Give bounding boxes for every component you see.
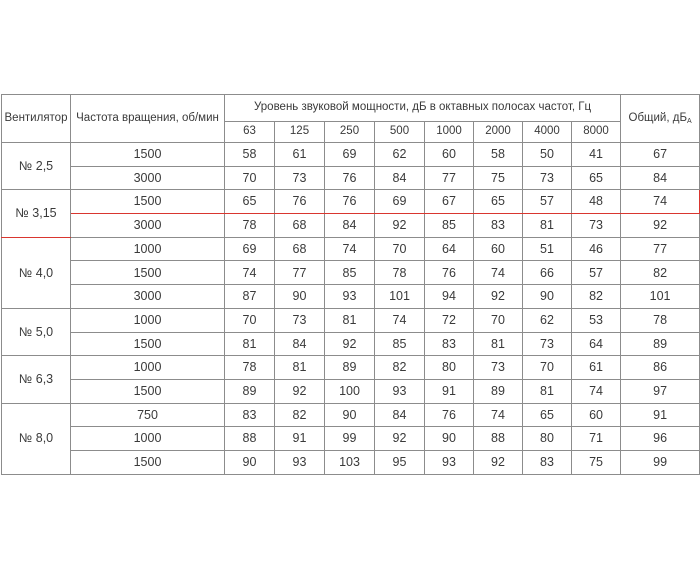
speed-cell: 1000 [71,308,225,332]
band-value-cell: 90 [523,285,572,309]
band-value-cell: 73 [275,166,325,190]
band-value-cell: 83 [225,403,275,427]
band-value-cell: 89 [325,356,375,380]
band-value-cell: 90 [225,450,275,474]
band-value-cell: 92 [375,214,425,238]
band-value-cell: 46 [572,237,621,261]
table-container [1,94,700,475]
speed-cell: 1000 [71,237,225,261]
fan-cell: № 5,0 [2,308,71,355]
band-value-cell: 100 [325,379,375,403]
band-value-cell: 58 [225,143,275,167]
band-value-cell: 83 [474,214,523,238]
band-value-cell: 92 [375,427,425,451]
table-row [2,143,700,167]
total-cell: 101 [621,285,700,309]
band-value-cell: 93 [375,379,425,403]
band-value-cell: 75 [474,166,523,190]
header-band-1: 125 [275,122,325,143]
band-value-cell: 93 [325,285,375,309]
band-value-cell: 95 [375,450,425,474]
band-value-cell: 68 [275,237,325,261]
total-cell: 78 [621,308,700,332]
table-row [2,166,700,190]
band-value-cell: 91 [275,427,325,451]
band-value-cell: 81 [275,356,325,380]
band-value-cell: 64 [425,237,474,261]
band-value-cell: 68 [275,214,325,238]
table-row [2,356,700,380]
band-value-cell: 48 [572,190,621,214]
band-value-cell: 81 [225,332,275,356]
band-value-cell: 77 [275,261,325,285]
header-total-subscript: А [687,117,692,125]
band-value-cell: 82 [572,285,621,309]
band-value-cell: 88 [474,427,523,451]
band-value-cell: 74 [225,261,275,285]
sound-power-table [1,94,700,475]
total-cell: 67 [621,143,700,167]
band-value-cell: 85 [375,332,425,356]
total-cell: 91 [621,403,700,427]
band-value-cell: 81 [474,332,523,356]
band-value-cell: 69 [225,237,275,261]
band-value-cell: 58 [474,143,523,167]
band-value-cell: 76 [425,261,474,285]
total-cell: 82 [621,261,700,285]
band-value-cell: 62 [375,143,425,167]
band-value-cell: 70 [375,237,425,261]
band-value-cell: 74 [375,308,425,332]
band-value-cell: 81 [523,379,572,403]
band-value-cell: 75 [572,450,621,474]
band-value-cell: 81 [523,214,572,238]
speed-cell: 1500 [71,143,225,167]
total-cell: 77 [621,237,700,261]
fan-cell: № 8,0 [2,403,71,474]
table-row [2,237,700,261]
band-value-cell: 60 [474,237,523,261]
band-value-cell: 84 [275,332,325,356]
band-value-cell: 50 [523,143,572,167]
header-band-6: 4000 [523,122,572,143]
header-band-7: 8000 [572,122,621,143]
band-value-cell: 71 [572,427,621,451]
band-value-cell: 90 [325,403,375,427]
band-value-cell: 78 [225,356,275,380]
band-value-cell: 84 [375,166,425,190]
total-cell: 99 [621,450,700,474]
table-row [2,379,700,403]
fan-cell: № 4,0 [2,237,71,308]
band-value-cell: 81 [325,308,375,332]
band-value-cell: 92 [474,450,523,474]
band-value-cell: 87 [225,285,275,309]
header-band-2: 250 [325,122,375,143]
band-value-cell: 41 [572,143,621,167]
table-row [2,427,700,451]
band-value-cell: 94 [425,285,474,309]
band-value-cell: 84 [325,214,375,238]
band-value-cell: 93 [425,450,474,474]
band-value-cell: 57 [523,190,572,214]
band-value-cell: 69 [375,190,425,214]
speed-cell: 1000 [71,356,225,380]
band-value-cell: 61 [572,356,621,380]
table-row [2,403,700,427]
band-value-cell: 72 [425,308,474,332]
band-value-cell: 69 [325,143,375,167]
speed-cell: 750 [71,403,225,427]
band-value-cell: 77 [425,166,474,190]
speed-cell: 3000 [71,214,225,238]
speed-cell: 1500 [71,332,225,356]
band-value-cell: 65 [572,166,621,190]
header-band-4: 1000 [425,122,474,143]
header-fan: Вентилятор [2,95,71,143]
band-value-cell: 90 [275,285,325,309]
band-value-cell: 60 [425,143,474,167]
band-value-cell: 61 [275,143,325,167]
band-value-cell: 80 [425,356,474,380]
band-value-cell: 64 [572,332,621,356]
band-value-cell: 103 [325,450,375,474]
band-value-cell: 73 [572,214,621,238]
header-band-3: 500 [375,122,425,143]
table-row [2,308,700,332]
band-value-cell: 92 [275,379,325,403]
band-value-cell: 82 [275,403,325,427]
band-value-cell: 73 [523,166,572,190]
total-cell: 97 [621,379,700,403]
band-value-cell: 92 [325,332,375,356]
speed-cell: 1000 [71,427,225,451]
band-value-cell: 76 [425,403,474,427]
table-row [2,450,700,474]
band-value-cell: 78 [375,261,425,285]
band-value-cell: 57 [572,261,621,285]
band-value-cell: 51 [523,237,572,261]
band-value-cell: 85 [425,214,474,238]
fan-cell: № 3,15 [2,190,71,237]
table-row [2,285,700,309]
band-value-cell: 89 [474,379,523,403]
band-value-cell: 62 [523,308,572,332]
band-value-cell: 89 [225,379,275,403]
band-value-cell: 88 [225,427,275,451]
speed-cell: 3000 [71,285,225,309]
band-value-cell: 74 [325,237,375,261]
total-cell: 92 [621,214,700,238]
band-value-cell: 65 [474,190,523,214]
total-cell: 89 [621,332,700,356]
header-total-label: Общий, дБ [628,111,687,124]
band-value-cell: 83 [425,332,474,356]
header-bands-group: Уровень звуковой мощности, дБ в октавных полосах частот, Гц [225,95,621,122]
fan-cell: № 2,5 [2,143,71,190]
band-value-cell: 74 [474,403,523,427]
band-value-cell: 93 [275,450,325,474]
total-cell: 84 [621,166,700,190]
header-total [621,95,700,143]
band-value-cell: 73 [275,308,325,332]
speed-cell: 1500 [71,450,225,474]
speed-cell: 1500 [71,379,225,403]
band-value-cell: 73 [474,356,523,380]
table-row [2,190,700,214]
band-value-cell: 65 [225,190,275,214]
band-value-cell: 70 [474,308,523,332]
total-cell: 96 [621,427,700,451]
band-value-cell: 92 [474,285,523,309]
band-value-cell: 83 [523,450,572,474]
band-value-cell: 74 [474,261,523,285]
band-value-cell: 74 [572,379,621,403]
band-value-cell: 82 [375,356,425,380]
band-value-cell: 67 [425,190,474,214]
fan-cell: № 6,3 [2,356,71,403]
band-value-cell: 53 [572,308,621,332]
band-value-cell: 76 [275,190,325,214]
speed-cell: 3000 [71,166,225,190]
table-row [2,261,700,285]
band-value-cell: 91 [425,379,474,403]
band-value-cell: 78 [225,214,275,238]
band-value-cell: 90 [425,427,474,451]
band-value-cell: 70 [523,356,572,380]
band-value-cell: 70 [225,166,275,190]
table-header [2,95,700,143]
header-band-0: 63 [225,122,275,143]
band-value-cell: 101 [375,285,425,309]
header-band-5: 2000 [474,122,523,143]
band-value-cell: 66 [523,261,572,285]
table-row [2,214,700,238]
table-row [2,332,700,356]
band-value-cell: 60 [572,403,621,427]
speed-cell: 1500 [71,190,225,214]
speed-cell: 1500 [71,261,225,285]
band-value-cell: 73 [523,332,572,356]
band-value-cell: 76 [325,166,375,190]
band-value-cell: 70 [225,308,275,332]
band-value-cell: 65 [523,403,572,427]
total-cell: 86 [621,356,700,380]
band-value-cell: 99 [325,427,375,451]
band-value-cell: 84 [375,403,425,427]
band-value-cell: 85 [325,261,375,285]
total-cell: 74 [621,190,700,214]
table-body [2,143,700,475]
band-value-cell: 80 [523,427,572,451]
band-value-cell: 76 [325,190,375,214]
header-speed: Частота вращения, об/мин [71,95,225,143]
